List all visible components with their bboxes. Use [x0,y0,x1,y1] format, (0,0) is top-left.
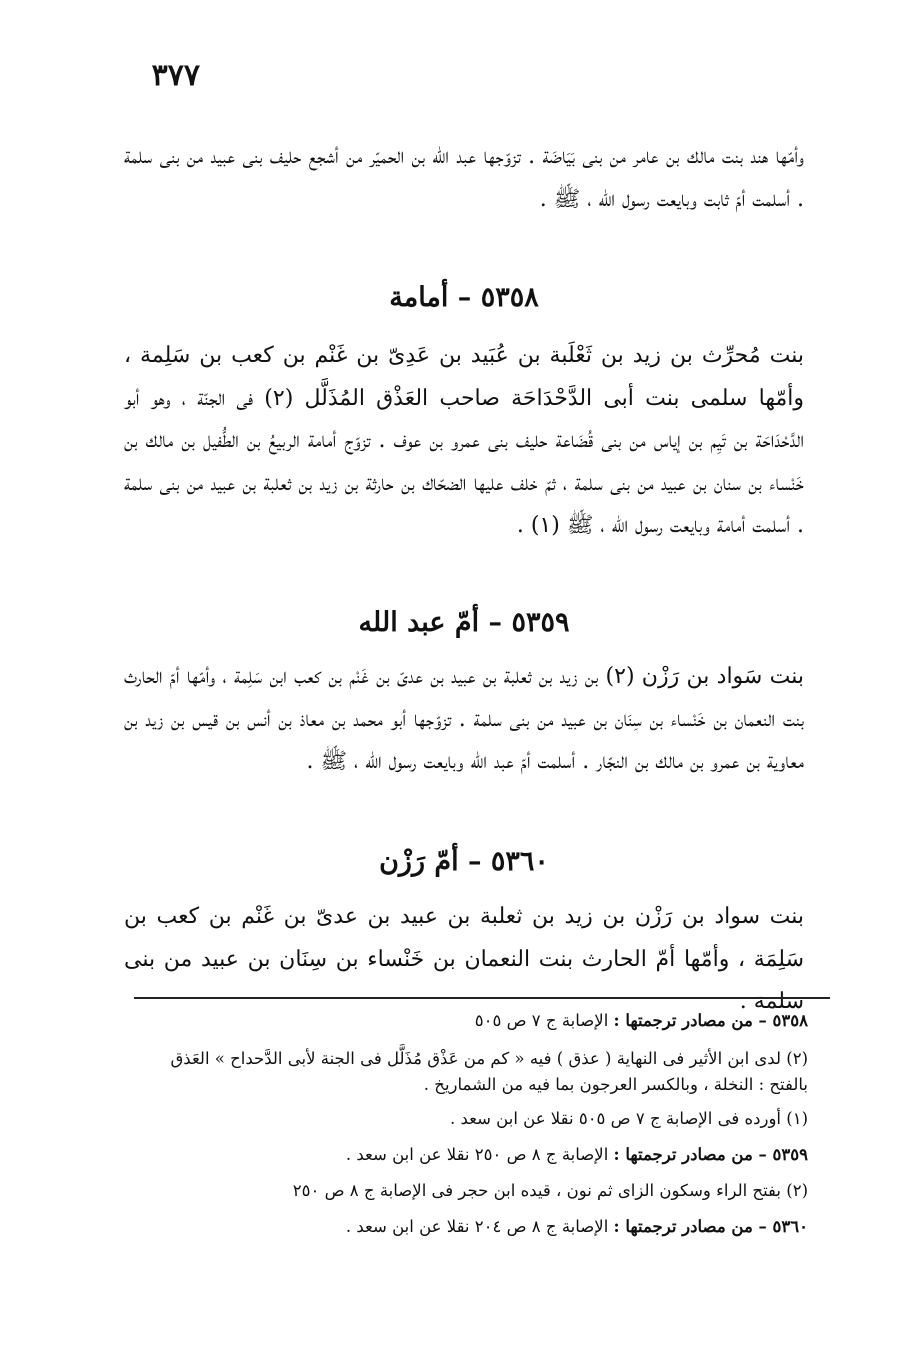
intro-paragraph-container [124,136,804,221]
footnote-5360-sources [134,1212,808,1242]
footnote-5358-sources [134,1006,808,1036]
footnote-5359-note-2: (٢) بفتح الراء وسكون الزاى ثم نون ، قيده ابن حجر فى الإصابة ج ٨ ص ٢٥٠ [292,1181,808,1200]
entry-5359-heading: ٥٣٥٩ – أمّ عبد الله [358,607,570,638]
footnote-5360-label: ٥٣٦٠ – من مصادر ترجمتها : [613,1217,808,1236]
footnote-5358-note-2: (٢) لدى ابن الأثير فى النهاية ( عذق ) فيه « كم من عَذْق مُذَلَّل فى الجنة لأبى الدَّحداح » العَذق بالفتح : النخلة ، وبالكسر العرجون بما فيه من الشماريخ . [170,1049,808,1094]
footnote-5359-text: الإصابة ج ٨ ص ٢٥٠ نقلا عن ابن سعد . [345,1145,609,1164]
footnote-5359-sources [134,1140,808,1170]
entry-5358-body-container [124,335,804,548]
footnotes-section [134,1006,808,1242]
footnote-5358-note-1: (١) أورده فى الإصابة ج ٧ ص ٥٠٥ نقلا عن ابن سعد . [449,1109,808,1128]
footnote-divider [134,997,830,999]
intro-paragraph: وأمّها هند بنت مالك بن عامر من بنى بَيَاضَة . تزوّجها عبد الله بن الحميّر من أشجع حليف بنى عبيد من بنى سلمة . أسلمت أمّ ثابت وبايعت رسول الله ، ﷺ . [124,144,804,212]
entry-5359-heading-container [124,603,804,643]
entry-5359-body-container [124,656,804,784]
entry-5358-body: بنت مُحرِّث بن زيد بن ثَعْلَبة بن عُبَيد بن عَدِىّ بن غَنْم بن كعب بن سَلِمة ، وأمّها سلمى بنت أبى الدَّحْدَاحَة صاحب العَذْق المُذَلَّل (٢) فى الجنّة ، وهو أبو الدَّحْدَاحَة بن تَيِم بن إياس من بنى قُضَاعة حليف بنى عمرو بن عوف . تزوّج أمامة الربيعُ بن الطُّفيل بن مالك بن خَنْساء بن سنان بن عبيد من بنى سلمة ، ثمّ خلف عليها الضحّاك بن حارثة بن زيد بن ثعلبة بن عبيد من بنى سلمة . أسلمت أمامة وبايعت رسول الله ، ﷺ (١) . [124,343,804,538]
page-number: ٣٧٧ [151,58,200,93]
entry-5360-heading-container [124,842,804,882]
entry-5360-body-container [124,896,804,1024]
entry-5358-heading-container [124,278,804,318]
entry-5360-body: بنت سواد بن رَزْن بن زيد بن ثعلبة بن عبيد بن عدىّ بن غَنْم بن كعب بن سَلِمَة ، وأمّها أمّ الحارث بنت النعمان بن خَنْساء بن سِنَان بن عبيد من بنى سلمة . [124,904,804,1014]
footnote-5358-label: ٥٣٥٨ – من مصادر ترجمتها : [613,1011,808,1030]
entry-5359-body: بنت سَواد بن رَزْن (٢) بن زيد بن ثعلبة بن عبيد بن عدىّ بن غَنْم بن كعب ابن سَلِمة ، وأمّها أمّ الحارث بنت النعمان بن خَنْساء بن سِنَان بن عبيد من بنى سلمة . تزوّجها أبو محمد بن معاذ بن أنس بن قيس بن زيد بن معاوية بن عمرو بن مالك بن النجّار . أسلمت أمّ عبد الله وبايعت رسول الله ، ﷺ . [124,664,804,774]
footnote-5360-text: الإصابة ج ٨ ص ٢٠٤ نقلا عن ابن سعد . [345,1217,609,1236]
footnote-5358-text: الإصابة ج ٧ ص ٥٠٥ [474,1011,609,1030]
footnote-5359-label: ٥٣٥٩ – من مصادر ترجمتها : [613,1145,808,1164]
entry-5360-heading: ٥٣٦٠ – أمّ رَزْن [379,846,549,877]
entry-5358-heading: ٥٣٥٨ – أمامة [389,282,539,313]
